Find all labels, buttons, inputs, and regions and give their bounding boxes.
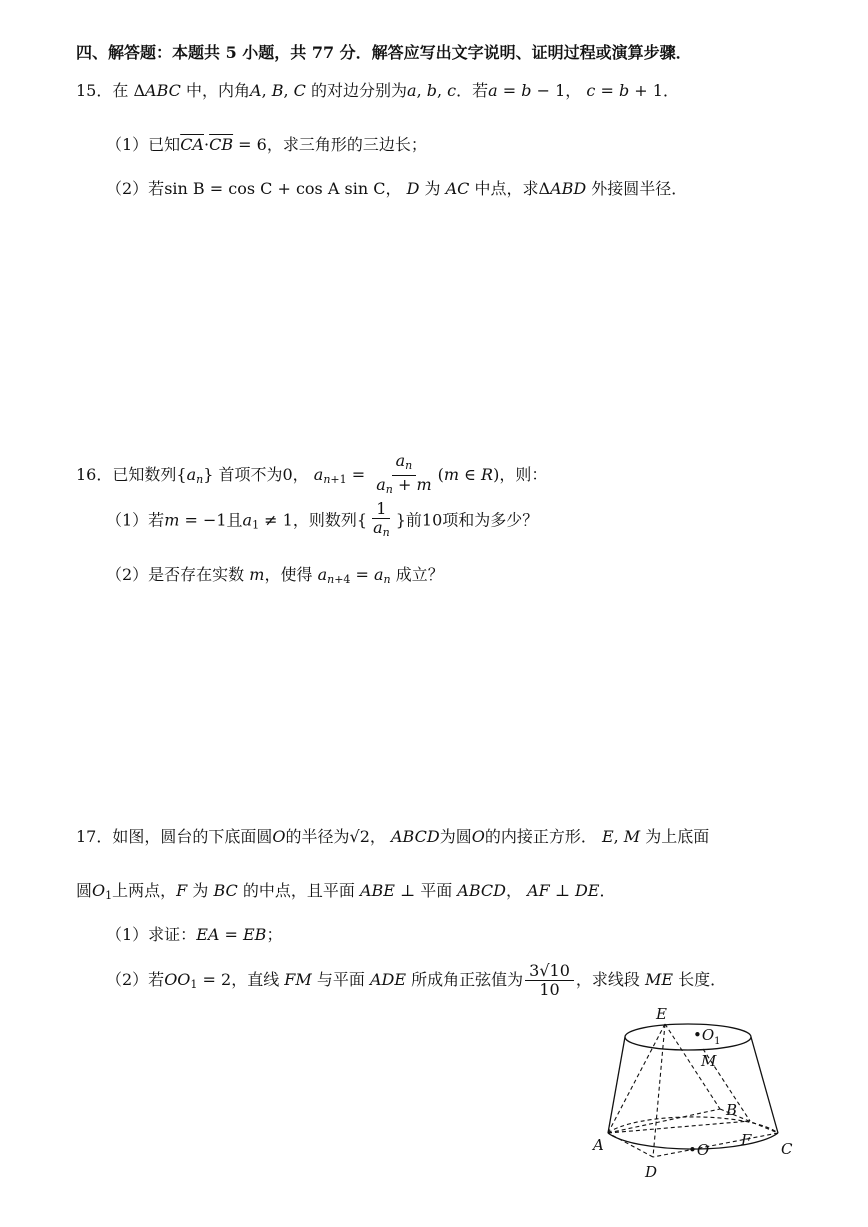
text: 平面 bbox=[420, 881, 453, 900]
text: 首项不为 bbox=[218, 465, 283, 484]
question-number: 15． bbox=[76, 81, 113, 100]
text: 的对边分别为 bbox=[311, 81, 408, 100]
text: 项和为多少？ bbox=[442, 510, 539, 530]
text: 与平面 bbox=[316, 970, 365, 989]
text: ，则数列 bbox=[292, 510, 357, 530]
text: 中，内角 bbox=[185, 81, 250, 100]
frustum-figure bbox=[590, 1005, 810, 1180]
q17-stem: 17．如图，圆台的下底面圆O的半径为√2， ABCD为圆O的内接正方形． E, M 为上底面 bbox=[76, 827, 710, 846]
text: ，使得 bbox=[264, 565, 313, 584]
text: 前 bbox=[405, 510, 422, 530]
text: 中点，求 bbox=[474, 179, 539, 198]
text: 为上底面 bbox=[645, 827, 710, 846]
text: ，则： bbox=[499, 465, 548, 484]
text: 所成角正弦值为 bbox=[411, 970, 524, 989]
q15-stem: 15．在 ΔABC 中，内角A, B, C 的对边分别为a, b, c．若a = b − 1， c = b + 1． bbox=[76, 81, 679, 100]
text: （1）求证： bbox=[106, 925, 197, 944]
label-E: E bbox=[656, 1005, 667, 1023]
q17-part2: （2）若$OO_1 = 2$，直线 FM 与平面 ADE 所成角正弦值为 $\frac{3√10}{10}$ ，求线段 ME 长度． bbox=[106, 961, 727, 999]
label-O: •O bbox=[688, 1141, 710, 1159]
label-F: F bbox=[741, 1131, 752, 1149]
text: （2）若 bbox=[106, 179, 165, 198]
text: 且 bbox=[226, 510, 243, 530]
top-circle bbox=[625, 1024, 751, 1050]
text: 的半径为 bbox=[285, 827, 350, 846]
q15-part2: （2）若sin B = cos C + cos A sin C， D 为 AC 中点，求ΔABD 外接圆半径． bbox=[106, 179, 688, 198]
label-A: A bbox=[593, 1136, 604, 1154]
text: = 6 bbox=[233, 135, 267, 154]
text: 上两点， bbox=[112, 881, 177, 900]
text: 的内接正方形． bbox=[484, 827, 597, 846]
label-O1: $•O_1$ bbox=[693, 1026, 721, 1047]
text: 如图，圆台的下底面圆 bbox=[112, 827, 273, 846]
fraction: $\frac{a_n}{a_n + m}$ bbox=[376, 451, 432, 496]
text: ．若 bbox=[456, 81, 489, 100]
text: 在 bbox=[112, 81, 129, 100]
q16-part1: （1）若m = −1且$a_1 \ne 1$，则数列{ $\frac{1}{a_n}$ }前10项和为多少？ bbox=[106, 500, 538, 546]
text: 为 bbox=[424, 179, 441, 198]
left-generatrix bbox=[608, 1037, 625, 1133]
right-generatrix bbox=[751, 1037, 778, 1133]
label-C: C bbox=[781, 1140, 793, 1158]
q16-stem: 16．已知数列$\{a_n\}$ 首项不为0， $a_{n+1}$ = $\frac{a_n}{a_n + m}$ (m ∈ R)，则： bbox=[76, 452, 547, 500]
q16-part2: （2）是否存在实数 m，使得 $a_{n+4} = a_n$ 成立？ bbox=[106, 565, 444, 586]
text: （1）若 bbox=[106, 510, 165, 530]
text: 的中点，且平面 bbox=[242, 881, 355, 900]
q17-stem2: 圆$O_1$上两点，F 为 BC 的中点，且平面 ABE ⊥ 平面 ABCD， AF ⊥ DE． bbox=[76, 881, 616, 902]
section-header: 四、解答题：本题共 5 小题，共 77 分．解答应写出文字说明、证明过程或演算步骤． bbox=[76, 43, 692, 62]
text: （1）已知 bbox=[106, 135, 181, 154]
text: （2）若 bbox=[106, 970, 165, 989]
label-M: M bbox=[701, 1052, 717, 1070]
equation: sin B = cos C + cos A sin C bbox=[164, 179, 386, 198]
label-D: D bbox=[645, 1163, 658, 1180]
edge-CD bbox=[653, 1133, 778, 1157]
label-B: B bbox=[726, 1101, 738, 1119]
edge-AB bbox=[608, 1109, 720, 1133]
text: 圆 bbox=[76, 881, 93, 900]
segment-AF bbox=[608, 1121, 750, 1133]
question-number: 16． bbox=[76, 465, 113, 484]
question-number: 17． bbox=[76, 827, 113, 846]
fraction: $\frac{1}{a_n}$ bbox=[373, 499, 390, 539]
text: ，求三角形的三边长； bbox=[266, 135, 427, 154]
text: 已知数列 bbox=[112, 465, 177, 484]
q15-part1: （1）已知$\overline{CA}\cdot\overline{CB} = 6$，求三角形的三边长； bbox=[106, 135, 427, 154]
text: （2）是否存在实数 bbox=[106, 565, 245, 584]
q17-part1: （1）求证：EA = EB； bbox=[106, 925, 283, 944]
text: 为圆 bbox=[439, 827, 472, 846]
text: 成立？ bbox=[395, 565, 444, 584]
frustum-diagram bbox=[590, 1005, 810, 1180]
text: ，求线段 bbox=[575, 970, 640, 989]
text: 外接圆半径． bbox=[591, 179, 688, 198]
bottom-circle-back bbox=[608, 1117, 778, 1133]
text: 长度． bbox=[678, 970, 727, 989]
text: 为 bbox=[192, 881, 209, 900]
fraction: $\frac{3√10}{10}$ bbox=[525, 962, 574, 999]
text: ，直线 bbox=[231, 970, 280, 989]
text: ， bbox=[385, 179, 402, 198]
